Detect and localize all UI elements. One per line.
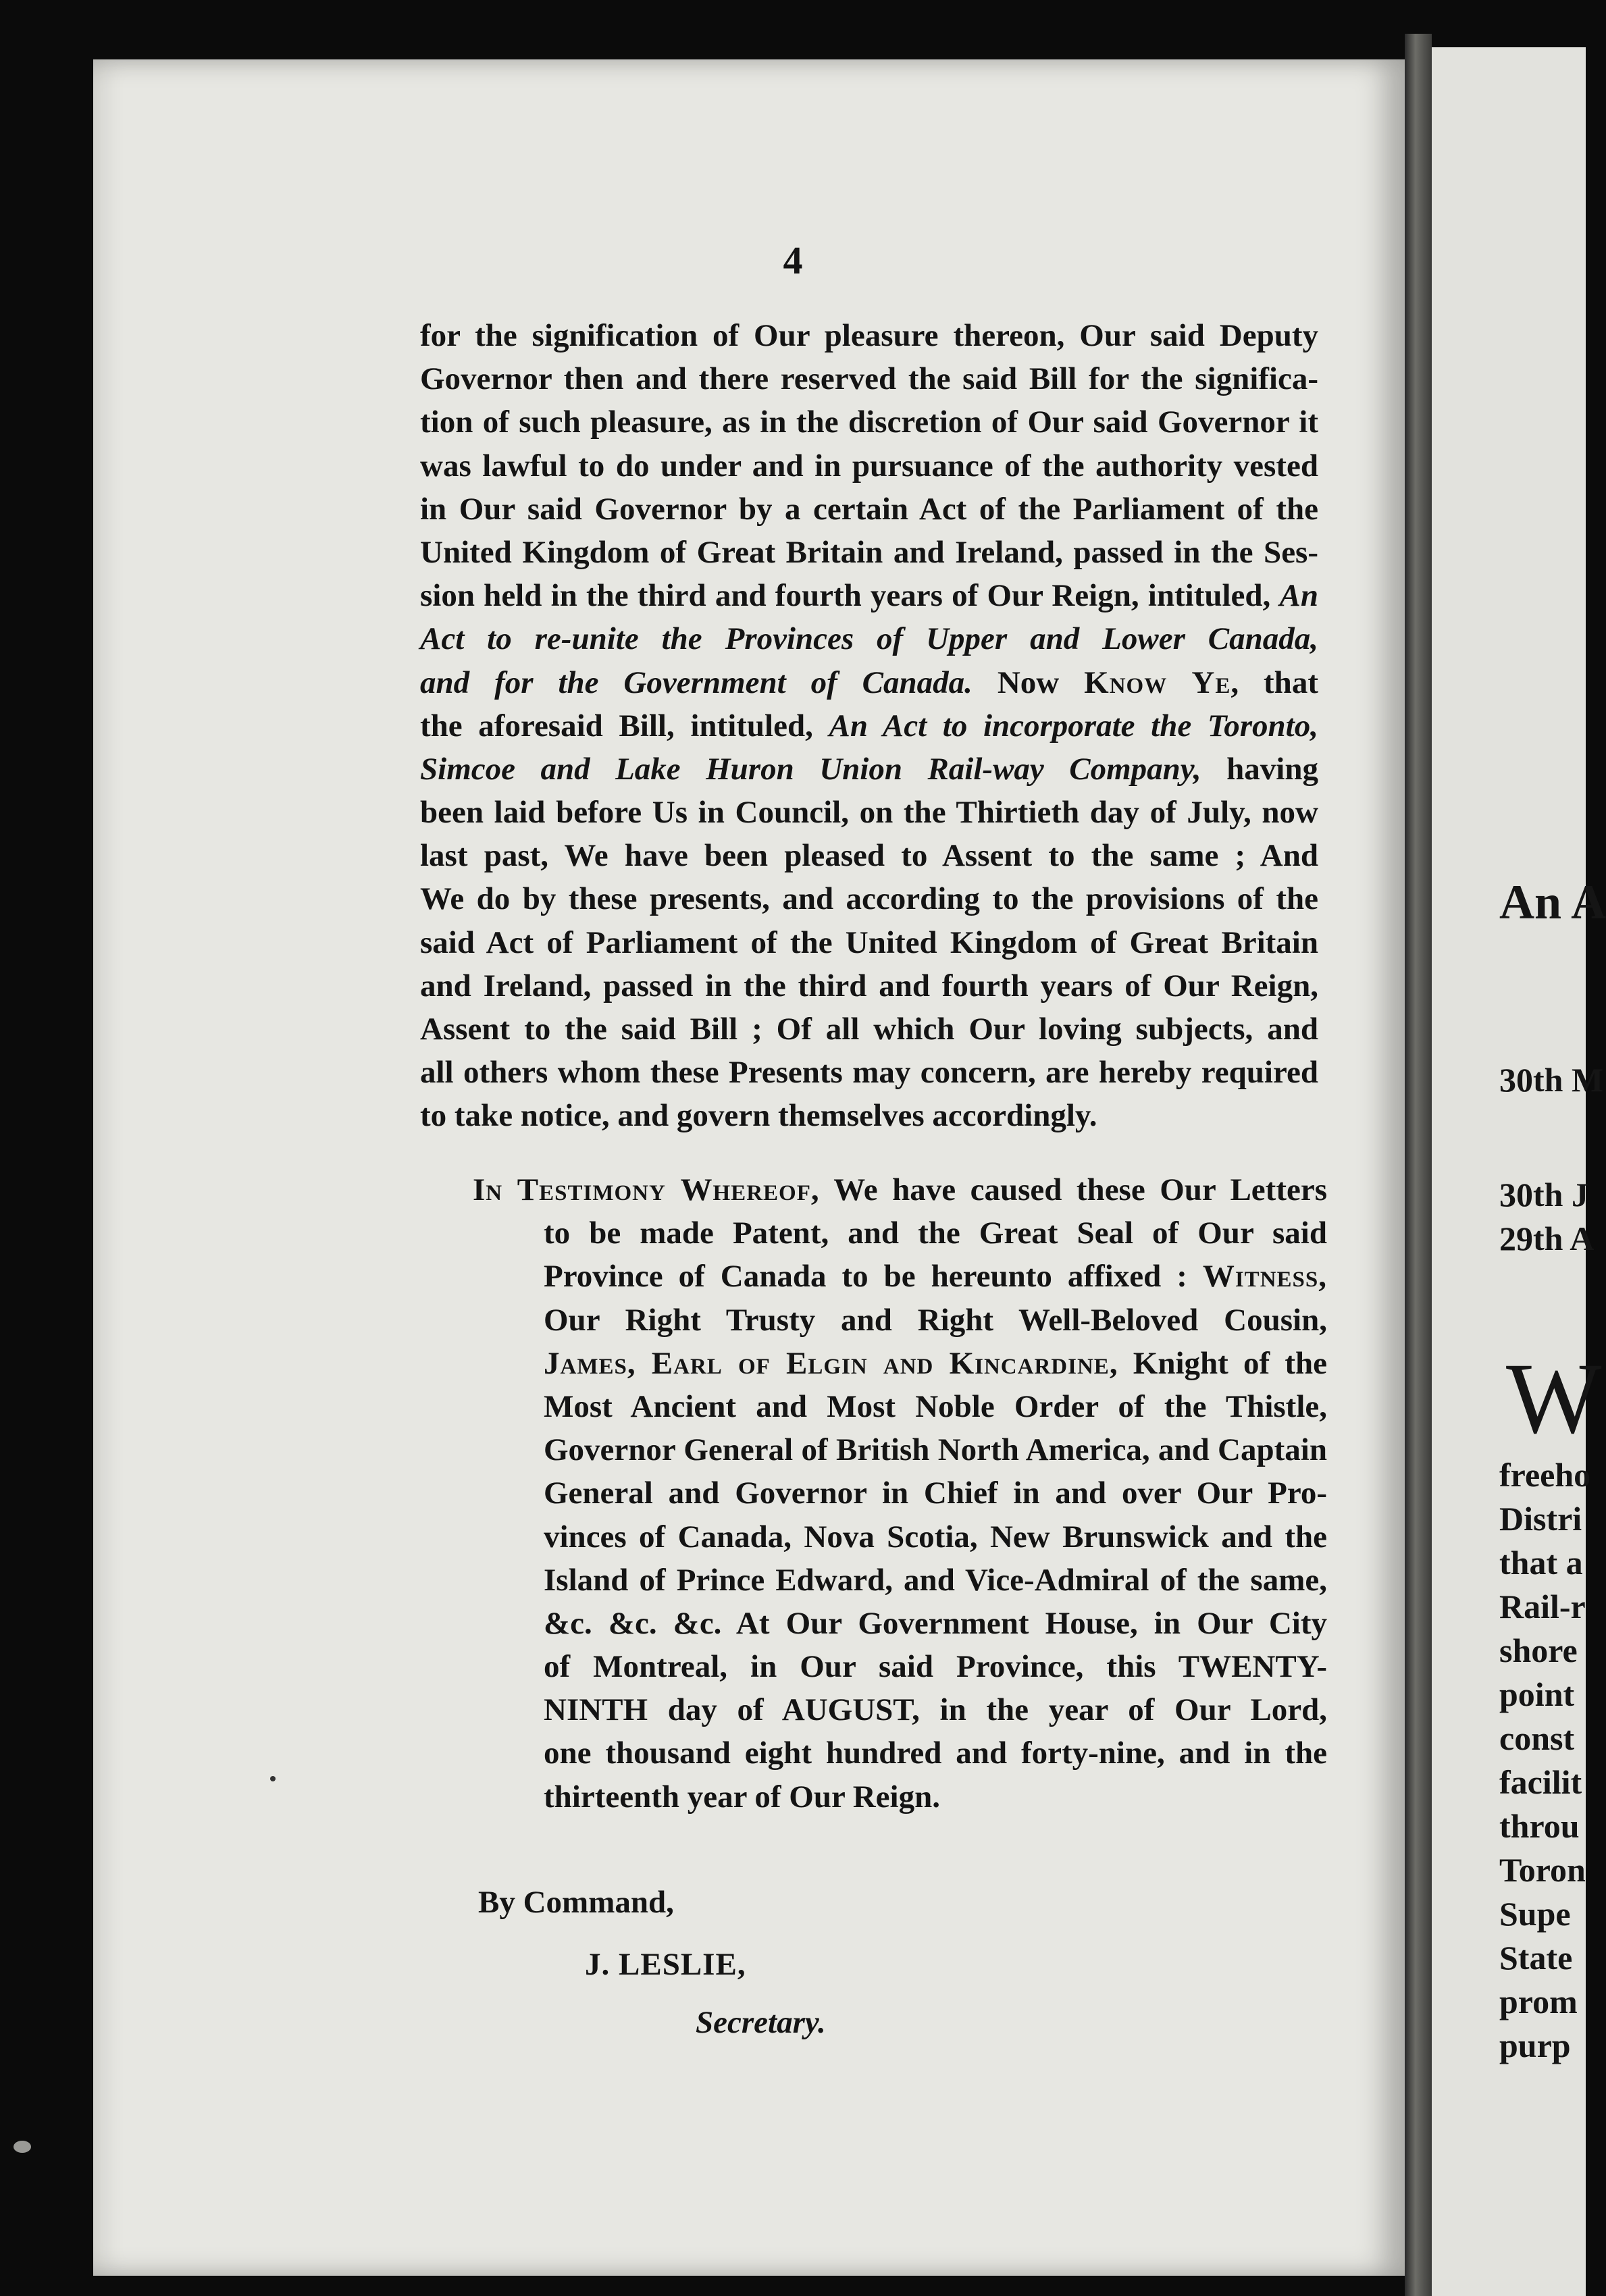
text-line: sion held in the third and fourth years of Our Reign, intituled, An <box>420 578 1318 614</box>
text-line: James, Earl of Elgin and Kincardine, Knight of the <box>544 1345 1327 1381</box>
facing-fragment: prom <box>1499 1983 1578 2020</box>
text-line: Governor then and there reserved the said Bill for the significa- <box>420 361 1318 397</box>
text-line: in Our said Governor by a certain Act of the Parliament of the <box>420 491 1318 527</box>
text-line: General and Governor in Chief in and over Our Pro- <box>544 1476 1327 1511</box>
text-line: Most Ancient and Most Noble Order of the Thistle, <box>544 1388 1327 1424</box>
text-line: Province of Canada to be hereunto affixed : Witness, <box>544 1259 1327 1295</box>
signer-title: Secretary. <box>696 2005 826 2040</box>
signer-name: J. LESLIE, <box>585 1947 746 1982</box>
facing-fragment: Toron <box>1499 1851 1586 1889</box>
facing-fragment: purp <box>1499 2027 1571 2064</box>
text-line: last past, We have been pleased to Assent to the same ; And <box>420 838 1318 874</box>
facing-fragment: An A <box>1499 875 1606 929</box>
text-line: one thousand eight hundred and forty-nine, and in the <box>544 1736 1327 1771</box>
text-line: We do by these presents, and according to the provisions of the <box>420 881 1318 917</box>
text-line: Island of Prince Edward, and Vice-Admiral of the same, <box>544 1562 1327 1598</box>
page-number: 4 <box>783 238 803 282</box>
facing-page <box>1432 47 1606 2296</box>
text-line: was lawful to do under and in pursuance of the authority vested <box>420 448 1318 484</box>
text-line: Simcoe and Lake Huron Union Rail-way Company, having <box>420 751 1318 787</box>
text-line: thirteenth year of Our Reign. <box>544 1779 940 1815</box>
text-line: United Kingdom of Great Britain and Ireland, passed in the Ses- <box>420 534 1318 570</box>
facing-fragment: 30th M <box>1499 1061 1604 1099</box>
testimony-paragraph <box>473 1168 1327 1819</box>
text-line: to be made Patent, and the Great Seal of Our said <box>544 1216 1327 1251</box>
text-line: for the signification of Our pleasure thereon, Our said Deputy <box>420 318 1318 353</box>
facing-fragment: Rail-r <box>1499 1588 1586 1625</box>
facing-fragment: Supe <box>1499 1895 1571 1933</box>
text-line: all others whom these Presents may concern, are hereby required <box>420 1055 1318 1091</box>
text-line: to take notice, and govern themselves accordingly. <box>420 1098 1097 1134</box>
body-paragraph <box>420 314 1318 1138</box>
text-line: and Ireland, passed in the third and fourth years of Our Reign, <box>420 968 1318 1003</box>
text-line: of Montreal, in Our said Province, this TWENTY- <box>544 1649 1327 1685</box>
facing-fragment: throu <box>1499 1807 1580 1845</box>
facing-fragment: Distri <box>1499 1500 1582 1538</box>
paper-speck <box>14 2141 31 2153</box>
text-line: Act to re-unite the Provinces of Upper and Lower Canada, <box>420 621 1318 657</box>
text-line: In Testimony Whereof, We have caused these Our Letters <box>473 1172 1327 1207</box>
facing-fragment: that a <box>1499 1544 1583 1582</box>
text-line: vinces of Canada, Nova Scotia, New Brunswick and the <box>544 1519 1327 1555</box>
text-line: and for the Government of Canada. Now Know Ye, that <box>420 664 1318 700</box>
text-line: Governor General of British North America, and Captain <box>544 1432 1327 1468</box>
facing-fragment: freeho <box>1499 1456 1591 1494</box>
by-command-label: By Command, <box>478 1885 674 1920</box>
text-line: the aforesaid Bill, intituled, An Act to incorporate the Toronto, <box>420 708 1318 743</box>
facing-fragment: shore <box>1499 1632 1578 1669</box>
text-line: been laid before Us in Council, on the Thirtieth day of July, now <box>420 795 1318 831</box>
facing-fragment: 29th A <box>1499 1220 1595 1257</box>
text-line: said Act of Parliament of the United Kingdom of Great Britain <box>420 924 1318 960</box>
paper-speck <box>270 1776 276 1781</box>
text-line: tion of such pleasure, as in the discretion of Our said Governor it <box>420 405 1318 440</box>
facing-fragment: State <box>1499 1939 1573 1977</box>
text-line: Assent to the said Bill ; Of all which Our loving subjects, and <box>420 1012 1318 1047</box>
text-line: Our Right Trusty and Right Well-Beloved Cousin, <box>544 1302 1327 1338</box>
text-line: &c. &c. &c. At Our Government House, in Our City <box>544 1605 1327 1641</box>
facing-fragment: 30th J <box>1499 1176 1588 1214</box>
facing-drop-cap: W <box>1506 1342 1602 1455</box>
facing-fragment: facilit <box>1499 1763 1582 1801</box>
facing-fragment: point <box>1499 1675 1575 1713</box>
text-line: NINTH day of AUGUST, in the year of Our Lord, <box>544 1692 1327 1728</box>
book-gutter <box>1405 34 1432 2296</box>
facing-fragment: const <box>1499 1719 1575 1757</box>
